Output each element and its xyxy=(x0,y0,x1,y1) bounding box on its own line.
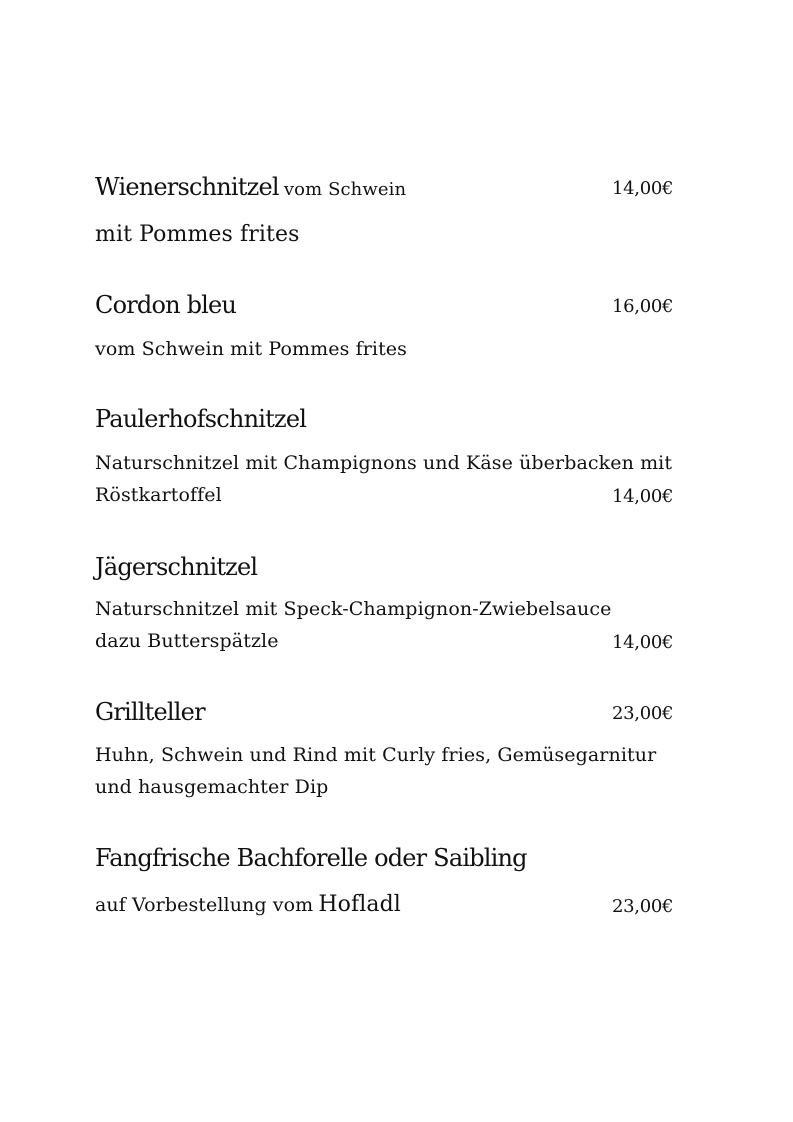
item-price: 16,00€ xyxy=(612,296,674,317)
item-price: 14,00€ xyxy=(612,486,674,507)
item-title: Paulerhofschnitzel xyxy=(95,405,307,433)
item-title: Wienerschnitzel xyxy=(95,173,279,201)
item-description-line: mit Pommes frites xyxy=(95,222,300,247)
item-description-line: vom Schwein mit Pommes frites xyxy=(95,338,407,360)
item-title: Cordon bleu xyxy=(95,291,237,319)
item-price: 23,00€ xyxy=(612,703,674,724)
item-price: 23,00€ xyxy=(612,896,674,917)
item-description-emphasis: Hofladl xyxy=(318,892,401,917)
item-title: Fangfrische Bachforelle oder Saibling xyxy=(95,844,527,872)
item-description-line: und hausgemachter Dip xyxy=(95,776,329,798)
item-price: 14,00€ xyxy=(612,178,674,199)
item-title: Jägerschnitzel xyxy=(95,553,258,581)
item-description-line: Naturschnitzel mit Speck-Champignon-Zwiebelsauce xyxy=(95,598,612,620)
item-description-line xyxy=(95,894,401,916)
item-title-suffix: vom Schwein xyxy=(283,179,407,200)
item-description-line: dazu Butterspätzle xyxy=(95,630,279,652)
item-description-line: Huhn, Schwein und Rind mit Curly fries, Gemüsegarnitur xyxy=(95,744,657,766)
item-description-line: Röstkartoffel xyxy=(95,484,222,506)
item-description-line: Naturschnitzel mit Champignons und Käse überbacken mit xyxy=(95,452,673,474)
item-title-line xyxy=(95,175,406,199)
item-description-prefix: auf Vorbestellung vom xyxy=(95,894,314,916)
item-title: Grillteller xyxy=(95,698,205,726)
item-price: 14,00€ xyxy=(612,632,674,653)
